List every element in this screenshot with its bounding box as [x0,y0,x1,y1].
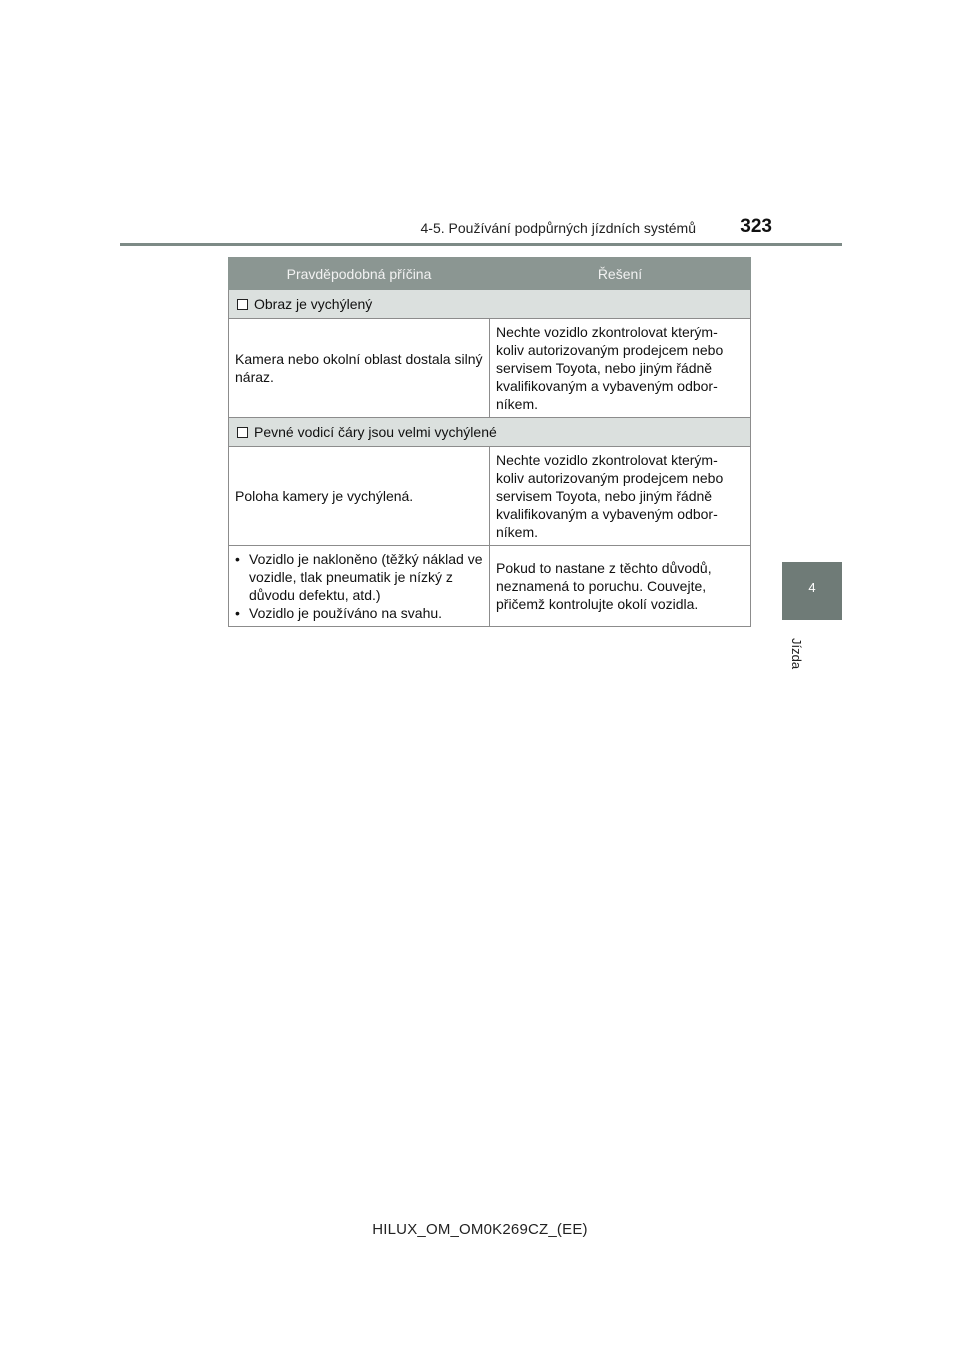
chapter-label-container [782,630,812,680]
page-number: 323 [740,216,772,237]
checkbox-icon [237,299,248,310]
cause-bullet-list [235,550,483,622]
group-title: Obraz je vychýlený [254,296,373,312]
chapter-tab [782,562,842,620]
solution-cell: Nechte vozidlo zkontrolovat kterým- koliv autorizovaným prodejcem nebo servisem Toyota, nebo jiným řádně kvalifikovaným a vybaveným odbor- níkem. [490,319,751,418]
table-row [229,447,751,546]
page-header [120,212,840,246]
table-row [229,546,751,627]
table-header-row [229,258,751,290]
checkbox-icon [237,427,248,438]
table-row [229,319,751,418]
column-header-solution: Řešení [490,258,751,290]
section-title: 4-5. Používání podpůrných jízdních systémů [420,220,696,236]
header-divider [120,243,842,246]
group-title: Pevné vodicí čáry jsou velmi vychýlené [254,424,497,440]
troubleshooting-table [228,257,751,627]
cause-cell: Kamera nebo okolní oblast dostala silný náraz. [229,319,490,418]
group-cell [229,290,751,319]
column-header-cause: Pravděpodobná příčina [229,258,490,290]
chapter-number: 4 [808,580,816,595]
group-cell [229,418,751,447]
chapter-label: Jízda [789,638,804,670]
list-item: • Vozidlo je používáno na svahu. [235,604,483,622]
list-item: • Vozidlo je nakloněno (těžký náklad ve vozidle, tlak pneumatik je nízký z důvodu defektu, atd.) [235,550,483,604]
cause-cell: Poloha kamery je vychýlená. [229,447,490,546]
group-row [229,290,751,319]
solution-cell: Pokud to nastane z těchto důvodů, neznamená to poruchu. Couvejte, přičemž kontrolujte okolí vozidla. [490,546,751,627]
group-row [229,418,751,447]
cause-cell [229,546,490,627]
document-code: HILUX_OM_OM0K269CZ_(EE) [372,1221,588,1238]
solution-cell: Nechte vozidlo zkontrolovat kterým- koliv autorizovaným prodejcem nebo servisem Toyota, nebo jiným řádně kvalifikovaným a vybaveným odbor- níkem. [490,447,751,546]
